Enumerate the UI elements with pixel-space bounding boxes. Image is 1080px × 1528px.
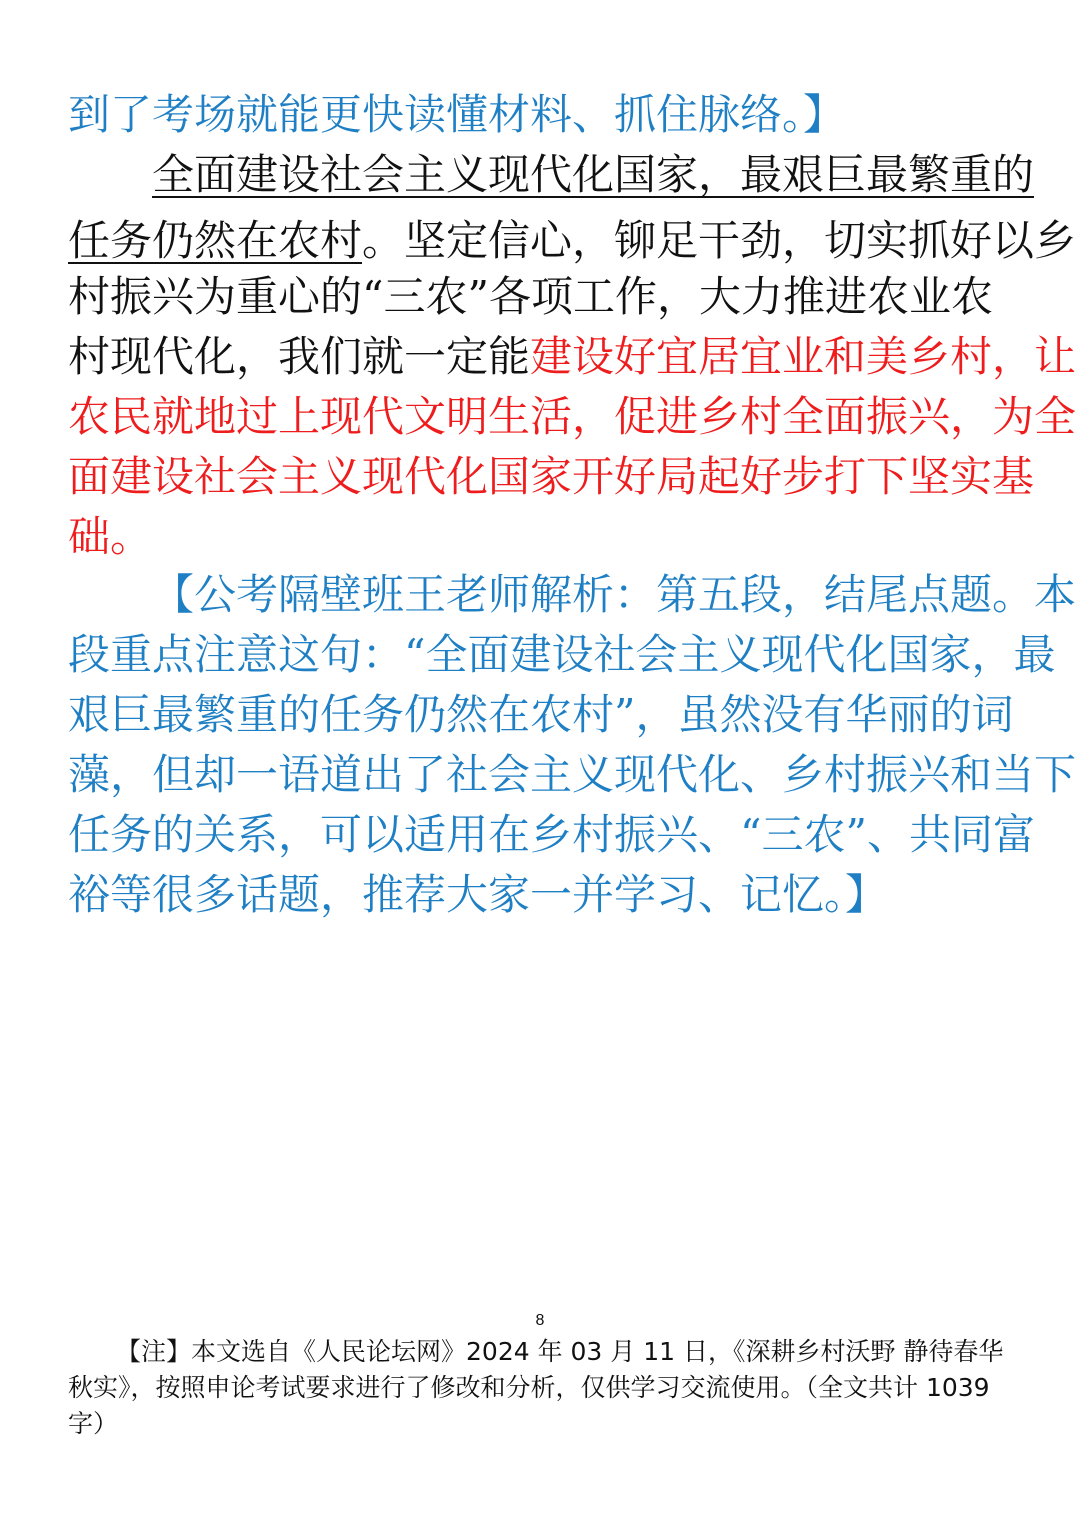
paragraph-text: 村现代化，我们就一定能 [68,332,531,381]
underlined-key-sentence: 全面建设社会主义现代化国家，最艰巨最繁重的 [152,150,1035,199]
analysis-text: 藻，但却一语道出了社会主义现代化、乡村振兴和当下 [68,750,1077,799]
highlight-red-text: 础。 [68,512,153,561]
footnote-line-2: 秋实》，按照申论考试要求进行了修改和分析，仅供学习交流使用。（全文共计 1039 [68,1373,990,1402]
analysis-text: 艰巨最繁重的任务仍然在农村”，虽然没有华丽的词 [68,690,1014,739]
footnote-line-1: 【注】本文选自《人民论坛网》2024 年 03 月 11 日，《深耕乡村沃野 静待春华 [116,1337,1004,1366]
highlight-red-text: 农民就地过上现代文明生活，促进乡村全面振兴，为全 [68,392,1077,441]
analysis-end-text: 到了考场就能更快读懂材料、抓住脉络。】 [68,90,846,139]
analysis-text: 裕等很多话题，推荐大家一并学习、记忆。】 [68,870,888,919]
footnote-line-3: 字） [68,1409,119,1438]
highlight-red-text: 面建设社会主义现代化国家开好局起好步打下坚实基 [68,452,1035,501]
analysis-text: 任务的关系，可以适用在乡村振兴、“三农”、共同富 [68,810,1035,859]
analysis-text: 段重点注意这句：“全面建设社会主义现代化国家，最 [68,630,1056,679]
paragraph-text: 村振兴为重心的“三农”各项工作，大力推进农业农 [68,272,993,321]
paragraph-text: 。坚定信心，铆足干劲，切实抓好以乡 [362,216,1077,265]
analysis-text: 【公考隔壁班王老师解析：第五段，结尾点题。本 [152,570,1077,619]
analysis-line-6 [68,860,1080,930]
page-number: 8 [535,1312,545,1329]
highlight-red-text: 建设好宜居宜业和美乡村，让 [530,332,1077,381]
underlined-key-sentence-end: 任务仍然在农村 [68,216,363,265]
paragraph-line-1 [152,140,1080,210]
